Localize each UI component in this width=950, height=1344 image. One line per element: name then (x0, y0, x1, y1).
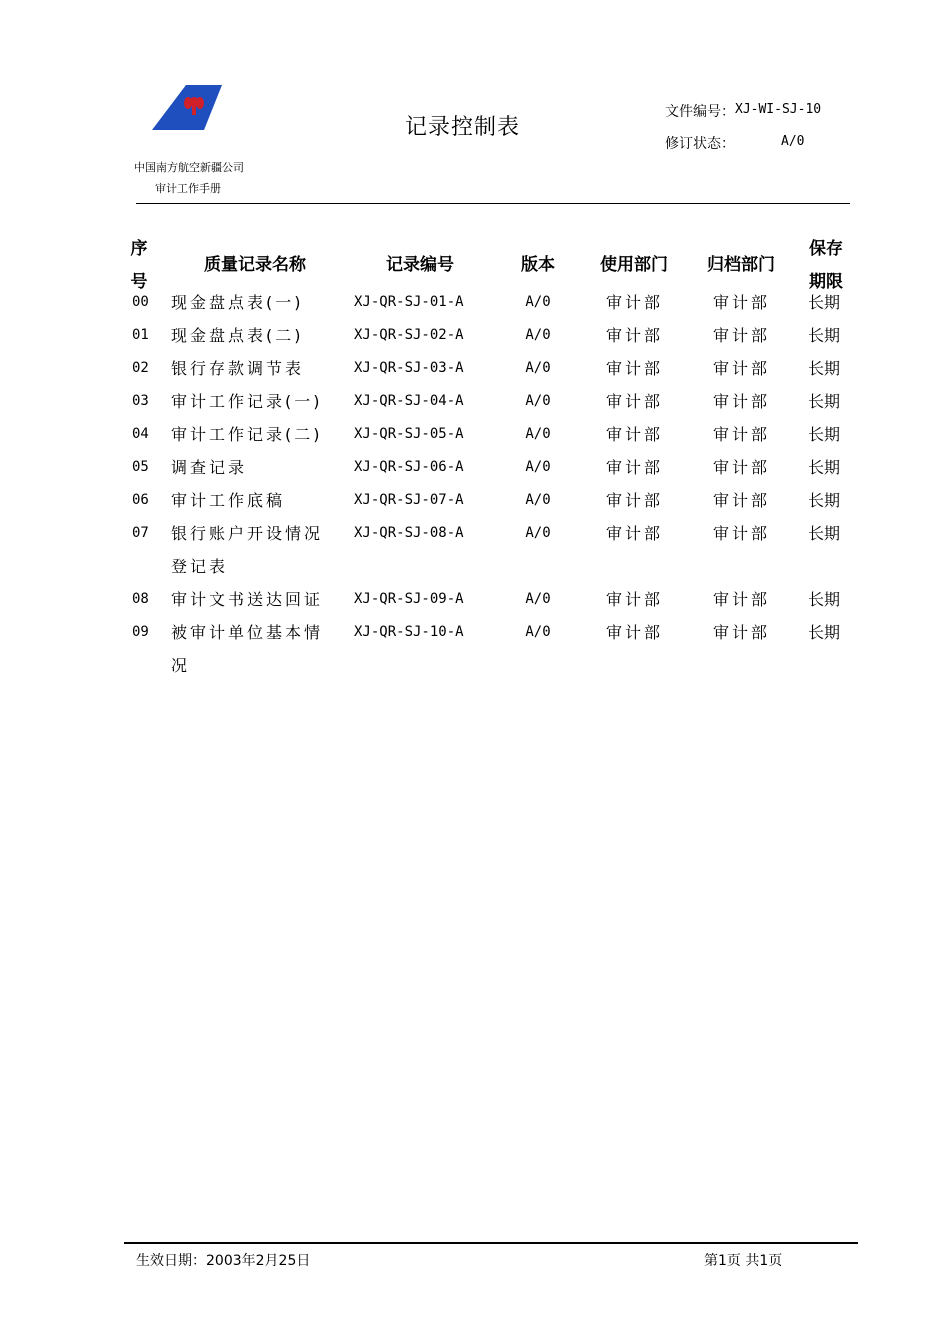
cell-name: 审计工作记录(一) (171, 392, 323, 411)
doc-number: XJ-WI-SJ-10 (735, 102, 822, 117)
cell-dept-archive: 审计部 (713, 623, 771, 642)
header-name: 质量记录名称 (204, 255, 306, 275)
page-number: 第1页 共1页 (704, 1253, 783, 1269)
cell-dept-archive: 审计部 (713, 359, 771, 378)
header-dept-use: 使用部门 (600, 255, 668, 275)
cell-seq: 03 (132, 393, 149, 409)
cell-code: XJ-QR-SJ-07-A (354, 492, 464, 508)
cell-dept-use: 审计部 (606, 326, 664, 345)
cell-version: A/0 (525, 492, 551, 508)
cell-name: 现金盘点表(一) (171, 293, 304, 312)
cell-dept-use: 审计部 (606, 623, 664, 642)
cell-seq: 01 (132, 327, 149, 343)
cell-name-continued: 况 (171, 656, 191, 675)
cell-code: XJ-QR-SJ-08-A (354, 525, 464, 541)
cell-dept-use: 审计部 (606, 392, 664, 411)
cell-dept-use: 审计部 (606, 293, 664, 312)
cell-retention: 长期 (808, 623, 841, 642)
cell-dept-archive: 审计部 (713, 524, 771, 543)
header-retention-bottom: 期限 (809, 272, 843, 292)
cell-code: XJ-QR-SJ-01-A (354, 294, 464, 310)
doc-number-label: 文件编号： (665, 104, 735, 120)
cell-seq: 02 (132, 360, 149, 376)
header-retention-top: 保存 (809, 239, 843, 259)
cell-version: A/0 (525, 459, 551, 475)
cell-name: 现金盘点表(二) (171, 326, 304, 345)
cell-seq: 04 (132, 426, 149, 442)
cell-retention: 长期 (808, 293, 841, 312)
revision-value: A/0 (781, 134, 805, 149)
effective-date: 生效日期：2003年2月25日 (136, 1253, 311, 1269)
cell-code: XJ-QR-SJ-04-A (354, 393, 464, 409)
cell-name: 银行账户开设情况 (171, 524, 324, 543)
cell-dept-archive: 审计部 (713, 425, 771, 444)
cell-name: 调查记录 (171, 458, 248, 477)
cell-version: A/0 (525, 360, 551, 376)
cell-dept-archive: 审计部 (713, 293, 771, 312)
header-version: 版本 (521, 255, 555, 275)
cell-retention: 长期 (808, 359, 841, 378)
airline-logo-icon (152, 82, 222, 132)
cell-retention: 长期 (808, 590, 841, 609)
cell-code: XJ-QR-SJ-02-A (354, 327, 464, 343)
cell-dept-use: 审计部 (606, 590, 664, 609)
cell-name: 银行存款调节表 (171, 359, 305, 378)
cell-dept-archive: 审计部 (713, 392, 771, 411)
cell-retention: 长期 (808, 458, 841, 477)
company-name: 中国南方航空新疆公司 (134, 161, 244, 174)
cell-name: 审计工作底稿 (171, 491, 286, 510)
cell-dept-archive: 审计部 (713, 326, 771, 345)
cell-name-continued: 登记表 (171, 557, 229, 576)
header-seq-bottom: 号 (130, 272, 148, 292)
cell-version: A/0 (525, 294, 551, 310)
header-seq-top: 序 (130, 239, 148, 259)
cell-code: XJ-QR-SJ-06-A (354, 459, 464, 475)
cell-retention: 长期 (808, 326, 841, 345)
cell-retention: 长期 (808, 524, 841, 543)
cell-version: A/0 (525, 393, 551, 409)
cell-version: A/0 (525, 591, 551, 607)
cell-seq: 09 (132, 624, 149, 640)
cell-dept-use: 审计部 (606, 491, 664, 510)
cell-dept-use: 审计部 (606, 458, 664, 477)
cell-name: 被审计单位基本情 (171, 623, 324, 642)
cell-retention: 长期 (808, 425, 841, 444)
cell-code: XJ-QR-SJ-05-A (354, 426, 464, 442)
cell-seq: 07 (132, 525, 149, 541)
cell-seq: 06 (132, 492, 149, 508)
cell-version: A/0 (525, 327, 551, 343)
cell-seq: 08 (132, 591, 149, 607)
cell-version: A/0 (525, 525, 551, 541)
page-title: 记录控制表 (405, 115, 521, 140)
footer-divider (124, 1242, 858, 1244)
cell-code: XJ-QR-SJ-03-A (354, 360, 464, 376)
header-dept-archive: 归档部门 (707, 255, 775, 275)
cell-dept-use: 审计部 (606, 425, 664, 444)
cell-dept-use: 审计部 (606, 359, 664, 378)
cell-version: A/0 (525, 624, 551, 640)
cell-dept-archive: 审计部 (713, 590, 771, 609)
manual-name: 审计工作手册 (155, 182, 221, 195)
cell-code: XJ-QR-SJ-10-A (354, 624, 464, 640)
cell-retention: 长期 (808, 392, 841, 411)
cell-name: 审计文书送达回证 (171, 590, 324, 609)
revision-label: 修订状态： (665, 136, 735, 152)
cell-retention: 长期 (808, 491, 841, 510)
cell-seq: 00 (132, 294, 149, 310)
cell-code: XJ-QR-SJ-09-A (354, 591, 464, 607)
header-code: 记录编号 (386, 255, 454, 275)
cell-version: A/0 (525, 426, 551, 442)
cell-dept-archive: 审计部 (713, 491, 771, 510)
cell-name: 审计工作记录(二) (171, 425, 323, 444)
cell-dept-archive: 审计部 (713, 458, 771, 477)
cell-seq: 05 (132, 459, 149, 475)
cell-dept-use: 审计部 (606, 524, 664, 543)
header-divider (136, 203, 850, 204)
